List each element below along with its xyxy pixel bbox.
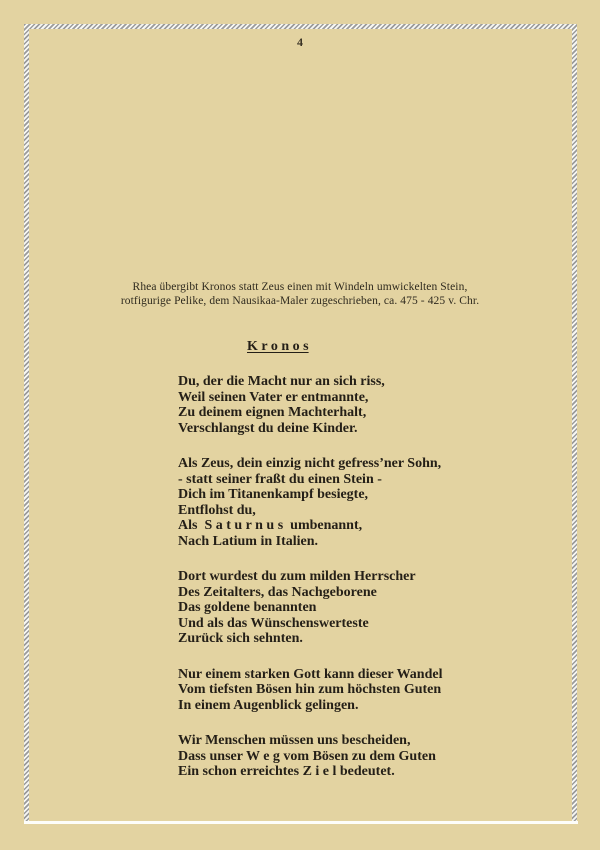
frame-border-right — [572, 24, 577, 821]
poem-line: Ein schon erreichtes Z i e l bedeutet. — [178, 764, 395, 779]
frame-border-left — [24, 24, 29, 821]
poem-stanza — [178, 456, 558, 549]
poem-line: Dich im Titanenkampf besiegte, — [178, 487, 369, 502]
poem-title: K r o n o s — [247, 339, 309, 354]
poem-body — [178, 374, 558, 800]
frame-border-top — [24, 24, 577, 29]
poem-line: Dort wurdest du zum milden Herrscher — [178, 569, 416, 584]
poem-line: In einem Augenblick gelingen. — [178, 697, 359, 713]
poem-line: Als Zeus, dein einzig nicht gefress’ner Sohn, — [178, 456, 442, 471]
caption-line: Rhea übergibt Kronos statt Zeus einen mit Windeln umwickelten Stein, — [132, 281, 468, 293]
poem-line: Du, der die Macht nur an sich riss, — [178, 374, 385, 389]
poem-line: Verschlangst du deine Kinder. — [178, 420, 358, 436]
poem-stanza — [178, 733, 558, 780]
poem-line: Das goldene benannten — [178, 600, 317, 615]
page-number: 4 — [297, 35, 303, 49]
figure-placeholder — [40, 55, 560, 277]
poem-line: Dass unser W e g vom Bösen zu dem Guten — [178, 748, 436, 764]
poem-stanza — [178, 374, 558, 436]
poem-line: Entflohst du, — [178, 502, 256, 518]
figure-caption — [0, 281, 600, 309]
poem-line: Weil seinen Vater er entmannte, — [178, 389, 369, 405]
poem-line: Wir Menschen müssen uns bescheiden, — [178, 733, 411, 748]
poem-line: Zurück sich sehnten. — [178, 631, 303, 646]
poem-line: Als S a t u r n u s umbenannt, — [178, 518, 363, 533]
poem-line: Zu deinem eignen Machterhalt, — [178, 405, 367, 420]
poem-line: Und als das Wünschenswerteste — [178, 615, 369, 631]
poem-stanza — [178, 569, 558, 647]
frame-border-bottom — [24, 821, 578, 824]
poem-line: Vom tiefsten Bösen hin zum höchsten Guten — [178, 682, 442, 697]
caption-line: rotfigurige Pelike, dem Nausikaa-Maler zugeschrieben, ca. 475 - 425 v. Chr. — [120, 294, 480, 307]
poem-stanza — [178, 667, 558, 714]
poem-line: Des Zeitalters, das Nachgeborene — [178, 584, 377, 600]
poem-line: - statt seiner fraßt du einen Stein - — [178, 471, 382, 487]
poem-line: Nach Latium in Italien. — [178, 533, 319, 549]
poem-line: Nur einem starken Gott kann dieser Wandel — [178, 666, 443, 682]
